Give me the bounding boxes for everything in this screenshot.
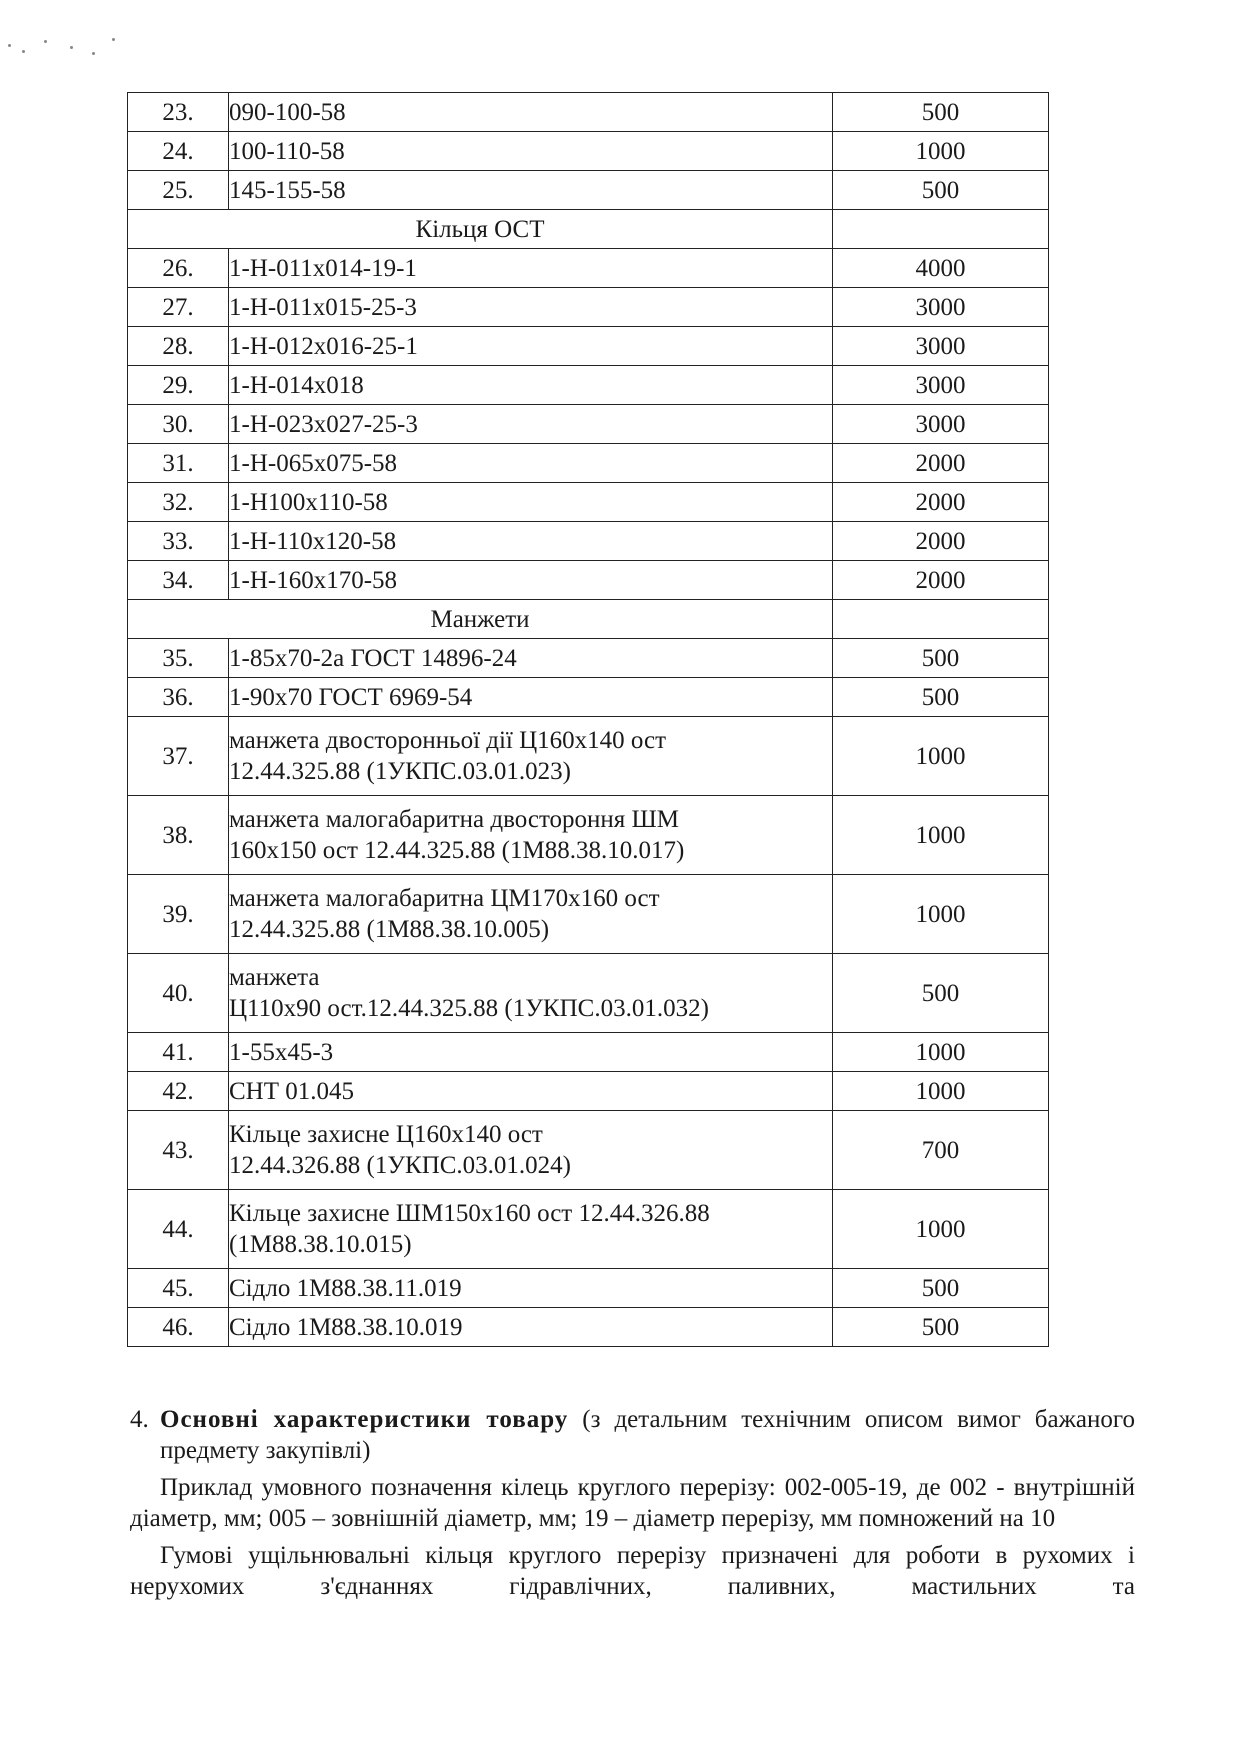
table-row xyxy=(128,132,1049,171)
item-name: 1-Н-110х120-58 xyxy=(229,522,833,561)
row-number: 32. xyxy=(128,483,229,522)
table-row xyxy=(128,717,1049,796)
item-quantity: 3000 xyxy=(833,288,1049,327)
item-quantity: 1000 xyxy=(833,796,1049,875)
row-number: 36. xyxy=(128,678,229,717)
item-quantity: 3000 xyxy=(833,327,1049,366)
table-row xyxy=(128,1033,1049,1072)
item-quantity: 2000 xyxy=(833,444,1049,483)
item-quantity: 500 xyxy=(833,171,1049,210)
items-table-body xyxy=(128,93,1049,1347)
row-number: 41. xyxy=(128,1033,229,1072)
table-row xyxy=(128,875,1049,954)
item-name-line: 12.44.326.88 (1УКПС.03.01.024) xyxy=(229,1152,572,1179)
empty-cell xyxy=(833,600,1049,639)
item-quantity: 700 xyxy=(833,1111,1049,1190)
row-number: 46. xyxy=(128,1308,229,1347)
row-number: 29. xyxy=(128,366,229,405)
item-quantity: 500 xyxy=(833,954,1049,1033)
item-quantity: 3000 xyxy=(833,366,1049,405)
item-name: Сідло 1М88.38.11.019 xyxy=(229,1269,833,1308)
table-row xyxy=(128,954,1049,1033)
item-name: 1-90х70 ГОСТ 6969-54 xyxy=(229,678,833,717)
table-row xyxy=(128,796,1049,875)
row-number: 26. xyxy=(128,249,229,288)
items-table xyxy=(127,92,1049,1347)
row-number: 30. xyxy=(128,405,229,444)
item-quantity: 500 xyxy=(833,1308,1049,1347)
item-name-line: Кільце захисне ШМ150х160 ост 12.44.326.88 xyxy=(229,1200,710,1227)
empty-cell xyxy=(833,210,1049,249)
item-name-line: 12.44.325.88 (1УКПС.03.01.023) xyxy=(229,758,572,785)
table-row xyxy=(128,327,1049,366)
table-row xyxy=(128,1072,1049,1111)
row-number: 25. xyxy=(128,171,229,210)
table-row xyxy=(128,1111,1049,1190)
item-quantity: 500 xyxy=(833,93,1049,132)
section-title: Основні характеристики товару xyxy=(160,1406,569,1433)
item-name: 1-85х70-2а ГОСТ 14896-24 xyxy=(229,639,833,678)
section-row xyxy=(128,600,1049,639)
item-quantity: 500 xyxy=(833,1269,1049,1308)
row-number: 40. xyxy=(128,954,229,1033)
item-quantity: 1000 xyxy=(833,132,1049,171)
item-name-line: (1М88.38.10.015) xyxy=(229,1231,412,1258)
table-row xyxy=(128,1190,1049,1269)
item-name: 1-Н-065х075-58 xyxy=(229,444,833,483)
row-number: 37. xyxy=(128,717,229,796)
item-name: Сідло 1М88.38.10.019 xyxy=(229,1308,833,1347)
item-quantity: 1000 xyxy=(833,1190,1049,1269)
paragraph-purpose: Гумові ущільнювальні кільця круглого перерізу призначені для роботи в рухомих і нерухомих з'єднаннях гідравлічних, паливних, мастильних та xyxy=(130,1542,1135,1600)
row-number: 39. xyxy=(128,875,229,954)
item-quantity: 2000 xyxy=(833,561,1049,600)
item-name xyxy=(229,717,833,796)
item-name: 145-155-58 xyxy=(229,171,833,210)
section-4-heading xyxy=(130,1404,1135,1466)
table-row xyxy=(128,678,1049,717)
item-quantity: 500 xyxy=(833,678,1049,717)
table-row xyxy=(128,1269,1049,1308)
row-number: 44. xyxy=(128,1190,229,1269)
item-name-line: 12.44.325.88 (1М88.38.10.005) xyxy=(229,916,550,943)
table-row xyxy=(128,93,1049,132)
item-name: 1-Н-014х018 xyxy=(229,366,833,405)
item-name-line: манжета xyxy=(229,964,320,991)
item-name: 1-Н-011х014-19-1 xyxy=(229,249,833,288)
item-name-line: Кільце захисне Ц160х140 ост xyxy=(229,1121,543,1148)
item-name xyxy=(229,796,833,875)
section-subtitle: (з детальним технічним описом вимог бажаного предмету закупівлі) xyxy=(160,1406,1135,1464)
row-number: 24. xyxy=(128,132,229,171)
section-number: 4. xyxy=(130,1406,149,1433)
row-number: 42. xyxy=(128,1072,229,1111)
table-row xyxy=(128,1308,1049,1347)
item-name: 1-Н-160х170-58 xyxy=(229,561,833,600)
paragraph-example: Приклад умовного позначення кілець круглого перерізу: 002-005-19, де 002 - внутрішній діаметр, мм; 005 – зовнішній діаметр, мм; 19 – діаметр перерізу, мм помножений на 10 xyxy=(130,1474,1135,1532)
item-name-line: манжета малогабаритна двостороння ШМ xyxy=(229,806,679,833)
item-name: 1-Н-012х016-25-1 xyxy=(229,327,833,366)
item-name-line: Ц110х90 ост.12.44.325.88 (1УКПС.03.01.032) xyxy=(229,995,709,1022)
item-name xyxy=(229,1111,833,1190)
item-quantity: 500 xyxy=(833,639,1049,678)
item-name: 1-Н100х110-58 xyxy=(229,483,833,522)
section-row xyxy=(128,210,1049,249)
item-name xyxy=(229,1190,833,1269)
row-number: 28. xyxy=(128,327,229,366)
item-quantity: 2000 xyxy=(833,483,1049,522)
table-row xyxy=(128,171,1049,210)
item-quantity: 4000 xyxy=(833,249,1049,288)
row-number: 27. xyxy=(128,288,229,327)
item-name xyxy=(229,954,833,1033)
row-number: 31. xyxy=(128,444,229,483)
table-row xyxy=(128,444,1049,483)
item-name: 100-110-58 xyxy=(229,132,833,171)
item-quantity: 3000 xyxy=(833,405,1049,444)
item-quantity: 1000 xyxy=(833,875,1049,954)
table-row xyxy=(128,639,1049,678)
row-number: 33. xyxy=(128,522,229,561)
section-title-cell: Манжети xyxy=(128,600,833,639)
item-name: 1-55х45-3 xyxy=(229,1033,833,1072)
item-quantity: 1000 xyxy=(833,1033,1049,1072)
row-number: 43. xyxy=(128,1111,229,1190)
item-name xyxy=(229,875,833,954)
section-4 xyxy=(130,1404,1135,1602)
table-row xyxy=(128,483,1049,522)
row-number: 35. xyxy=(128,639,229,678)
table-row xyxy=(128,522,1049,561)
row-number: 38. xyxy=(128,796,229,875)
section-title-cell: Кільця ОСТ xyxy=(128,210,833,249)
item-name: СНТ 01.045 xyxy=(229,1072,833,1111)
table-row xyxy=(128,366,1049,405)
item-quantity: 2000 xyxy=(833,522,1049,561)
item-name-line: манжета малогабаритна ЦМ170х160 ост xyxy=(229,885,660,912)
row-number: 45. xyxy=(128,1269,229,1308)
item-name: 1-Н-011х015-25-3 xyxy=(229,288,833,327)
row-number: 23. xyxy=(128,93,229,132)
table-row xyxy=(128,249,1049,288)
item-name: 090-100-58 xyxy=(229,93,833,132)
item-name-line: 160х150 ост 12.44.325.88 (1М88.38.10.017) xyxy=(229,837,685,864)
item-name-line: манжета двосторонньої дії Ц160х140 ост xyxy=(229,727,667,754)
item-quantity: 1000 xyxy=(833,1072,1049,1111)
item-name: 1-Н-023х027-25-3 xyxy=(229,405,833,444)
scan-noise xyxy=(0,30,130,70)
row-number: 34. xyxy=(128,561,229,600)
table-row xyxy=(128,405,1049,444)
item-quantity: 1000 xyxy=(833,717,1049,796)
table-row xyxy=(128,288,1049,327)
table-row xyxy=(128,561,1049,600)
